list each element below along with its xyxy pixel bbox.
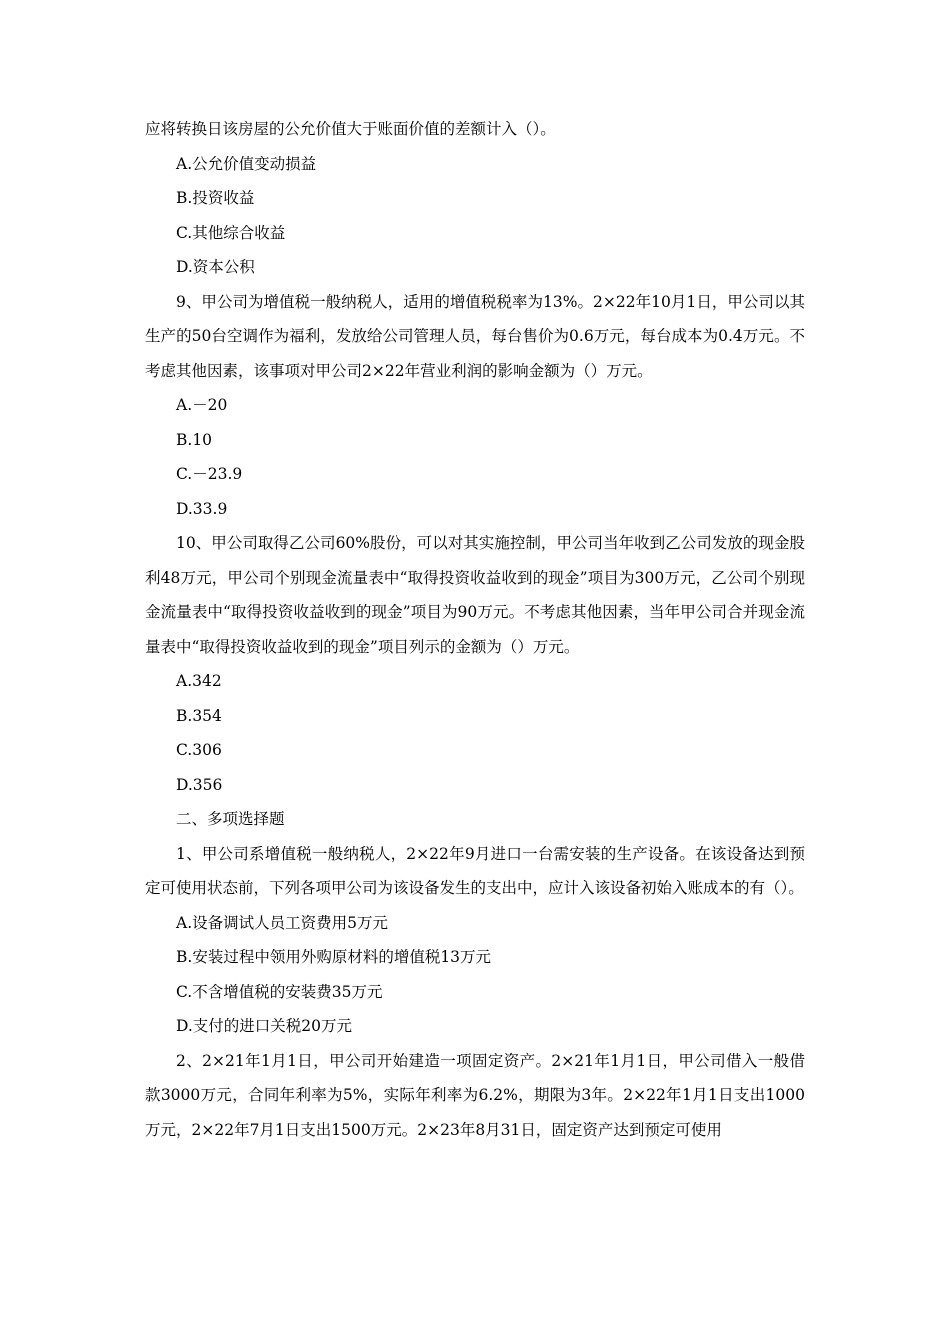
question-10: 10、甲公司取得乙公司60%股份，可以对其实施控制，甲公司当年收到乙公司发放的现金股利48万元，甲公司个别现金流量表中“取得投资收益收到的现金”项目为300万元，乙公司个别现金流量表中“取得投资收益收到的现金”项目为90万元。不考虑其他因素，当年甲公司合并现金流量表中“取得投资收益收到的现金”项目列示的金额为（）万元。 xyxy=(145,534,805,656)
q9-option-b: B.10 xyxy=(176,430,213,449)
q9-option-c: C.－23.9 xyxy=(176,465,243,483)
m1-option-a: A.设备调试人员工资费用5万元 xyxy=(176,913,388,932)
q8-option-d: D.资本公积 xyxy=(176,258,255,276)
q10-option-d: D.356 xyxy=(176,775,223,794)
q10-option-b: B.354 xyxy=(176,706,222,725)
q8-option-b: B.投资收益 xyxy=(176,189,255,207)
q10-option-a: A.342 xyxy=(176,672,222,690)
document-page xyxy=(145,112,805,1147)
multi-question-2: 2、2×21年1月1日，甲公司开始建造一项固定资产。2×21年1月1日，甲公司借入一般借款3000万元，合同年利率为5%，实际年利率为6.2%，期限为3年。2×22年1月1日支出1000万元，2×22年7月1日支出1500万元。2×23年8月31日，固定资产达到预定可使用 xyxy=(145,1051,805,1139)
q10-option-c: C.306 xyxy=(176,741,222,759)
multi-question-1: 1、甲公司系增值税一般纳税人，2×22年9月进口一台需安装的生产设备。在该设备达到预定可使用状态前，下列各项甲公司为该设备发生的支出中，应计入该设备初始入账成本的有（）。 xyxy=(145,844,805,897)
m1-option-d: D.支付的进口关税20万元 xyxy=(176,1017,353,1035)
q9-option-d: D.33.9 xyxy=(176,499,228,518)
m1-option-c: C.不含增值税的安装费35万元 xyxy=(176,982,383,1001)
m1-option-b: B.安装过程中领用外购原材料的增值税13万元 xyxy=(176,948,492,966)
question-9: 9、甲公司为增值税一般纳税人，适用的增值税税率为13%。2×22年10月1日，甲公司以其生产的50台空调作为福利，发放给公司管理人员，每台售价为0.6万元，每台成本为0.4万元。不考虑其他因素，该事项对甲公司2×22年营业利润的影响金额为（）万元。 xyxy=(145,292,805,380)
q8-option-a: A.公允价值变动损益 xyxy=(176,154,317,173)
q9-option-a: A.－20 xyxy=(176,396,228,414)
q8-option-c: C.其他综合收益 xyxy=(176,223,286,242)
intro-line: 应将转换日该房屋的公允价值大于账面价值的差额计入（）。 xyxy=(145,120,556,138)
section-2-title: 二、多项选择题 xyxy=(176,810,285,828)
